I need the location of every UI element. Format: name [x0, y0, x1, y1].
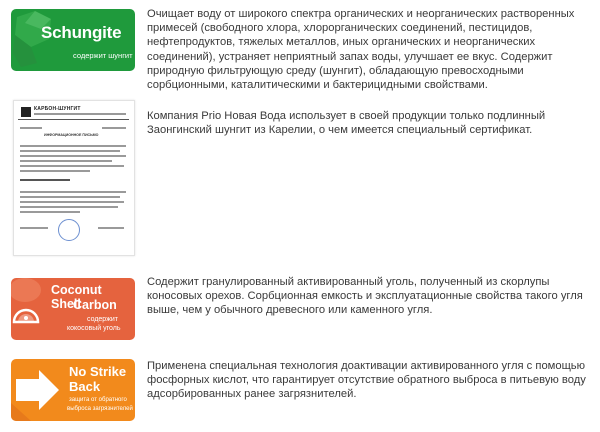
certificate-image [13, 100, 135, 256]
badge-title: Schungite [41, 23, 122, 42]
badge-subtitle-line1: содержит [87, 316, 118, 323]
description-coconut-carbon: Содержит гранулированный активированный уголь, полученный из скорлупы коносовых орехов. Сорбционная емкость и эксплуатационные свойства такого угля выше, чем у обычного древесного или каменного угля. [147, 276, 583, 317]
company-logo-icon [21, 107, 31, 117]
badge-subtitle: содержит шунгит [73, 51, 133, 60]
description-no-strike-back: Применена специальная технология доактивации активированного угля с помощью фосфорных кислот, что гарантирует отсутствие обратного выброса в питьевую воду адсорбированных ранее загрязнителей. [147, 360, 586, 401]
coconut-carbon-badge [11, 278, 135, 340]
certificate-header-text: КАРБОН-ШУНГИТ [34, 106, 81, 112]
badge-title-line2: Carbon [73, 298, 117, 312]
badge-title-line1: Coconut Shell [51, 283, 102, 311]
stamp-seal [58, 219, 80, 241]
certificate-title: ИНФОРМАЦИОННОЕ ПИСЬМО [44, 133, 99, 137]
schungite-badge [11, 9, 135, 71]
certificate-header [18, 105, 129, 120]
description-schungite: Очищает воду от широкого спектра органических и неорганических растворенных примесей (свободного хлора, хлорорганических соединений, пестицидов, нефтепродуктов, тяжелых металлов, иных органических и неорганических соединений), устраняет неприятный запах воды, улучшает ее вкус. Содержит природную фильтрующую среду (шунгит), обладающую превосходными сорбционными, каталитическими и бактерицидными свойствами. [147, 8, 575, 92]
description-certificate: Компания Prio Новая Вода использует в своей продукции только подлинный Заонгинский шунгит из Карелии, о чем имеется специальный сертификат. [147, 110, 546, 137]
badge-subtitle-line2: выброса загрязнителей [67, 406, 133, 412]
badge-subtitle-line2: кокосовый уголь [67, 325, 121, 332]
no-strike-back-badge [11, 359, 135, 421]
badge-subtitle-line1: защита от обратного [69, 397, 127, 403]
badge-title-line1: No Strike [69, 364, 127, 379]
badge-title-line2: Back [69, 379, 101, 394]
